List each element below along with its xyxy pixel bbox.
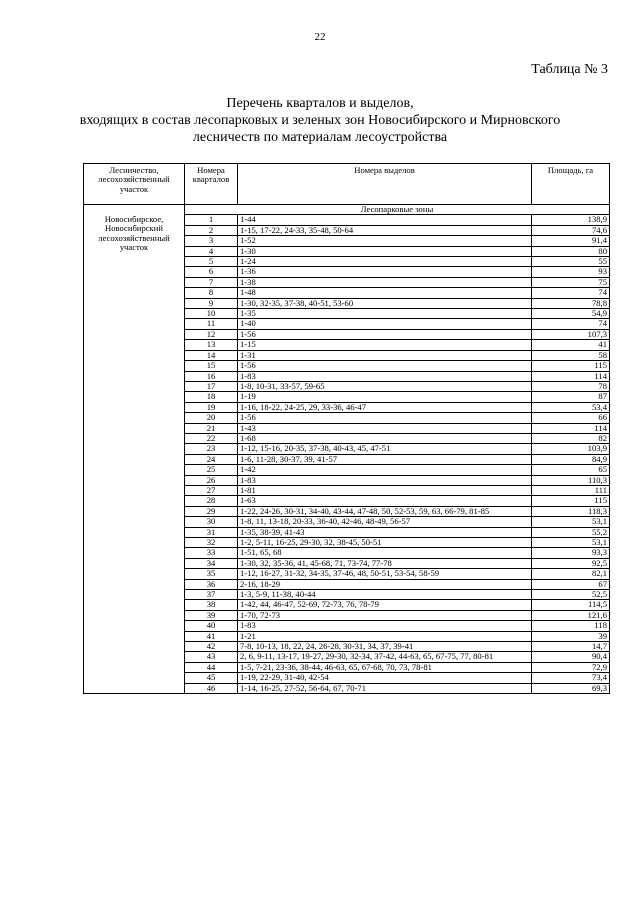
area-value: 14,7 xyxy=(532,642,610,652)
area-value: 114 xyxy=(532,371,610,381)
quarter-number: 22 xyxy=(185,433,238,443)
quarter-number: 28 xyxy=(185,496,238,506)
plot-numbers: 1-30 xyxy=(238,246,532,256)
area-value: 87 xyxy=(532,392,610,402)
area-value: 84,9 xyxy=(532,454,610,464)
area-value: 118,3 xyxy=(532,506,610,516)
quarters-table xyxy=(83,163,610,694)
plot-numbers: 1-56 xyxy=(238,413,532,423)
quarter-number: 13 xyxy=(185,340,238,350)
header-area: Площадь, га xyxy=(532,164,610,205)
quarter-number: 44 xyxy=(185,662,238,672)
quarter-number: 42 xyxy=(185,642,238,652)
plot-numbers: 1-38 xyxy=(238,277,532,287)
table-row xyxy=(84,215,610,225)
plot-numbers: 1-51, 65, 68 xyxy=(238,548,532,558)
quarter-number: 14 xyxy=(185,350,238,360)
area-value: 91,4 xyxy=(532,236,610,246)
area-value: 58 xyxy=(532,350,610,360)
plot-numbers: 1-12, 16-27, 31-32, 34-35, 37-46, 48, 50-51, 53-54, 58-59 xyxy=(238,569,532,579)
table-label: Таблица № 3 xyxy=(531,62,608,77)
plot-numbers: 1-15, 17-22, 24-33, 35-48, 50-64 xyxy=(238,225,532,235)
quarter-number: 10 xyxy=(185,309,238,319)
quarter-number: 30 xyxy=(185,517,238,527)
plot-numbers: 1-52 xyxy=(238,236,532,246)
section-title: Лесопарковые зоны xyxy=(185,205,610,215)
area-value: 82,1 xyxy=(532,569,610,579)
area-value: 65 xyxy=(532,465,610,475)
quarter-number: 2 xyxy=(185,225,238,235)
area-value: 72,9 xyxy=(532,662,610,672)
title-line-1: Перечень кварталов и выделов, xyxy=(226,96,414,111)
quarter-number: 16 xyxy=(185,371,238,381)
plot-numbers: 1-81 xyxy=(238,485,532,495)
area-value: 115 xyxy=(532,361,610,371)
document-title xyxy=(0,95,640,146)
title-line-3: лесничеств по материалам лесоустройства xyxy=(192,130,448,145)
area-value: 41 xyxy=(532,340,610,350)
quarter-number: 45 xyxy=(185,673,238,683)
quarter-number: 46 xyxy=(185,683,238,693)
area-value: 39 xyxy=(532,631,610,641)
plot-numbers: 1-14, 16-25, 27-52, 56-64, 67, 70-71 xyxy=(238,683,532,693)
plot-numbers: 1-40 xyxy=(238,319,532,329)
plot-numbers: 1-8, 10-31, 33-57, 59-65 xyxy=(238,381,532,391)
plot-numbers: 2-16, 18-29 xyxy=(238,579,532,589)
table-body xyxy=(84,205,610,694)
area-value: 55 xyxy=(532,257,610,267)
plot-numbers: 1-63 xyxy=(238,496,532,506)
quarter-number: 41 xyxy=(185,631,238,641)
plot-numbers: 1-21 xyxy=(238,631,532,641)
plot-numbers: 1-56 xyxy=(238,361,532,371)
area-value: 82 xyxy=(532,433,610,443)
plot-numbers: 1-24 xyxy=(238,257,532,267)
area-value: 53,1 xyxy=(532,538,610,548)
quarter-number: 33 xyxy=(185,548,238,558)
area-value: 78,8 xyxy=(532,298,610,308)
plot-numbers: 1-16, 18-22, 24-25, 29, 33-36, 46-47 xyxy=(238,402,532,412)
area-value: 74,6 xyxy=(532,225,610,235)
area-value: 103,9 xyxy=(532,444,610,454)
area-value: 75 xyxy=(532,277,610,287)
plot-numbers: 1-36 xyxy=(238,267,532,277)
title-line-2: входящих в состав лесопарковых и зеленых зон Новосибирского и Мирновского xyxy=(79,113,561,128)
plot-numbers: 1-5, 7-21, 23-36, 38-44, 46-63, 65, 67-68, 70, 73, 78-81 xyxy=(238,662,532,672)
quarter-number: 1 xyxy=(185,215,238,225)
plot-numbers: 1-31 xyxy=(238,350,532,360)
plot-numbers: 7-8, 10-13, 18, 22, 24, 26-28, 30-31, 34, 37, 39-41 xyxy=(238,642,532,652)
plot-numbers: 1-2, 5-11, 16-25, 29-30, 32, 38-45, 50-51 xyxy=(238,538,532,548)
area-value: 67 xyxy=(532,579,610,589)
quarter-number: 20 xyxy=(185,413,238,423)
area-value: 78 xyxy=(532,381,610,391)
quarter-number: 12 xyxy=(185,329,238,339)
area-value: 53,4 xyxy=(532,402,610,412)
quarter-number: 39 xyxy=(185,610,238,620)
quarter-number: 29 xyxy=(185,506,238,516)
quarter-number: 37 xyxy=(185,590,238,600)
table-header-row xyxy=(84,164,610,205)
quarter-number: 26 xyxy=(185,475,238,485)
area-value: 80 xyxy=(532,246,610,256)
area-value: 74 xyxy=(532,319,610,329)
plot-numbers: 1-44 xyxy=(238,215,532,225)
plot-numbers: 1-15 xyxy=(238,340,532,350)
plot-numbers: 1-83 xyxy=(238,371,532,381)
plot-numbers: 1-43 xyxy=(238,423,532,433)
plot-numbers: 1-83 xyxy=(238,621,532,631)
plot-numbers: 1-68 xyxy=(238,433,532,443)
area-value: 73,4 xyxy=(532,673,610,683)
plot-numbers: 1-3, 5-9, 11-38, 40-44 xyxy=(238,590,532,600)
page-number: 22 xyxy=(314,31,326,43)
quarter-number: 11 xyxy=(185,319,238,329)
quarter-number: 27 xyxy=(185,485,238,495)
plot-numbers: 1-35 xyxy=(238,309,532,319)
quarter-number: 19 xyxy=(185,402,238,412)
area-value: 118 xyxy=(532,621,610,631)
plot-numbers: 1-6, 11-28, 30-37, 39, 41-57 xyxy=(238,454,532,464)
header-forestry: Лесничество, лесохозяйственный участок xyxy=(84,164,185,205)
quarter-number: 32 xyxy=(185,538,238,548)
area-value: 93 xyxy=(532,267,610,277)
quarter-number: 8 xyxy=(185,288,238,298)
quarter-number: 21 xyxy=(185,423,238,433)
plot-numbers: 1-8, 11, 13-18, 20-33, 36-40, 42-46, 48-49, 56-57 xyxy=(238,517,532,527)
area-value: 66 xyxy=(532,413,610,423)
quarter-number: 7 xyxy=(185,277,238,287)
plot-numbers: 2, 6, 9-11, 13-17, 19-27, 29-30, 32-34, 37-42, 44-63, 65, 67-75, 77, 80-81 xyxy=(238,652,532,662)
quarter-number: 35 xyxy=(185,569,238,579)
area-value: 90,4 xyxy=(532,652,610,662)
quarter-number: 6 xyxy=(185,267,238,277)
plot-numbers: 1-30, 32, 35-36, 41, 45-68, 71, 73-74, 77-78 xyxy=(238,558,532,568)
area-value: 121,6 xyxy=(532,610,610,620)
area-value: 107,3 xyxy=(532,329,610,339)
quarter-number: 43 xyxy=(185,652,238,662)
area-value: 138,9 xyxy=(532,215,610,225)
header-quarters: Номера кварталов xyxy=(185,164,238,205)
quarter-number: 38 xyxy=(185,600,238,610)
plot-numbers: 1-35, 38-39, 41-43 xyxy=(238,527,532,537)
plot-numbers: 1-42 xyxy=(238,465,532,475)
quarter-number: 36 xyxy=(185,579,238,589)
plot-numbers: 1-12, 15-16, 20-35, 37-38, 40-43, 45, 47-51 xyxy=(238,444,532,454)
quarter-number: 18 xyxy=(185,392,238,402)
area-value: 110,3 xyxy=(532,475,610,485)
plot-numbers: 1-22, 24-26, 30-31, 34-40, 43-44, 47-48, 50, 52-53, 59, 63, 66-79, 81-85 xyxy=(238,506,532,516)
quarter-number: 25 xyxy=(185,465,238,475)
plot-numbers: 1-19 xyxy=(238,392,532,402)
quarter-number: 9 xyxy=(185,298,238,308)
quarter-number: 15 xyxy=(185,361,238,371)
area-value: 53,1 xyxy=(532,517,610,527)
quarter-number: 34 xyxy=(185,558,238,568)
plot-numbers: 1-56 xyxy=(238,329,532,339)
plot-numbers: 1-70, 72-73 xyxy=(238,610,532,620)
area-value: 93,3 xyxy=(532,548,610,558)
plot-numbers: 1-83 xyxy=(238,475,532,485)
header-plots: Номера выделов xyxy=(238,164,532,205)
quarter-number: 24 xyxy=(185,454,238,464)
plot-numbers: 1-48 xyxy=(238,288,532,298)
quarter-number: 5 xyxy=(185,257,238,267)
quarter-number: 3 xyxy=(185,236,238,246)
forestry-name: Новосибирское, Новосибирский лесохозяйственный участок xyxy=(84,215,185,694)
quarter-number: 23 xyxy=(185,444,238,454)
plot-numbers: 1-19, 22-29, 31-40, 42-54 xyxy=(238,673,532,683)
area-value: 114,5 xyxy=(532,600,610,610)
quarter-number: 31 xyxy=(185,527,238,537)
plot-numbers: 1-30, 32-35, 37-38, 40-51, 53-60 xyxy=(238,298,532,308)
plot-numbers: 1-42, 44, 46-47, 52-69, 72-73, 76, 78-79 xyxy=(238,600,532,610)
quarter-number: 4 xyxy=(185,246,238,256)
area-value: 74 xyxy=(532,288,610,298)
area-value: 92,5 xyxy=(532,558,610,568)
quarter-number: 40 xyxy=(185,621,238,631)
area-value: 114 xyxy=(532,423,610,433)
area-value: 54,9 xyxy=(532,309,610,319)
area-value: 115 xyxy=(532,496,610,506)
area-value: 111 xyxy=(532,485,610,495)
area-value: 69,3 xyxy=(532,683,610,693)
quarter-number: 17 xyxy=(185,381,238,391)
area-value: 55,2 xyxy=(532,527,610,537)
area-value: 52,5 xyxy=(532,590,610,600)
